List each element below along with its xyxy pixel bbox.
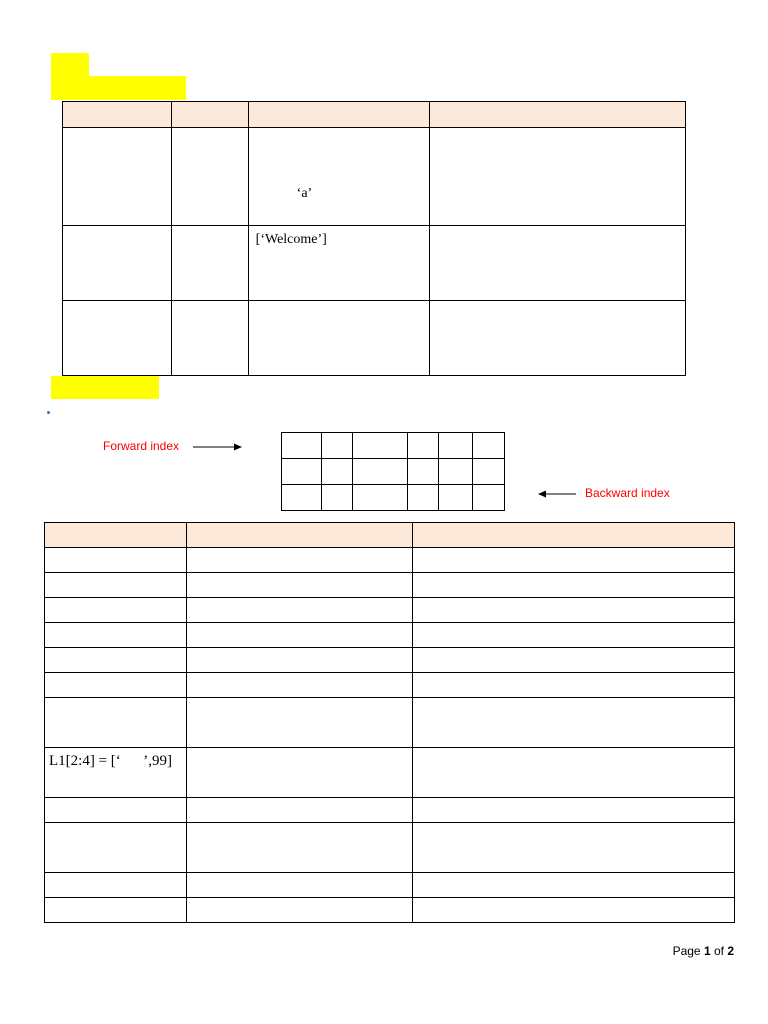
page-current: 1 <box>703 944 711 958</box>
table-2-row <box>45 623 735 648</box>
index-grid-row <box>282 433 505 459</box>
table-1-header-cell <box>430 102 686 128</box>
page-total: 2 <box>727 944 734 958</box>
table-2-row <box>45 798 735 823</box>
table-1-row <box>63 301 686 376</box>
table-2-header-row <box>45 523 735 548</box>
table-2 <box>44 522 735 923</box>
table-2-row <box>45 823 735 873</box>
table-2-row <box>45 648 735 673</box>
cell-a-text: ‘a’ <box>296 186 313 201</box>
index-grid-row <box>282 459 505 485</box>
page-number <box>673 944 734 958</box>
table-2-row <box>45 748 735 798</box>
table-1-row <box>63 128 686 226</box>
bullet-point <box>47 411 50 414</box>
table-2-row <box>45 898 735 923</box>
table-2-row <box>45 573 735 598</box>
index-grid <box>281 432 505 511</box>
table-1-header-cell <box>248 102 430 128</box>
highlight-heading-1b <box>51 76 186 100</box>
table-2-row <box>45 873 735 898</box>
table-2-slice-cell <box>45 748 187 798</box>
table-1-cell-welcome <box>248 226 430 301</box>
table-1-cell-a <box>248 128 430 226</box>
table-1-row <box>63 226 686 301</box>
table-1-header-row <box>63 102 686 128</box>
forward-index-label: Forward index <box>103 439 180 453</box>
table-2-row <box>45 598 735 623</box>
page-prefix: Page <box>672 944 704 958</box>
index-grid-row <box>282 485 505 511</box>
backward-index-label: Backward index <box>585 486 670 500</box>
table-1 <box>62 101 686 376</box>
arrow-right-icon <box>193 441 243 453</box>
table-2-row <box>45 548 735 573</box>
table-1-header-cell <box>63 102 172 128</box>
table-2-row <box>45 673 735 698</box>
arrow-left-icon <box>537 488 577 500</box>
table-1-header-cell <box>171 102 248 128</box>
page-middle: of <box>710 944 728 958</box>
slice-text: L1[2:4] = [‘ ’,99] <box>49 753 173 769</box>
highlight-heading-1a <box>51 53 89 77</box>
table-2-row <box>45 698 735 748</box>
cell-welcome-text: [‘Welcome’] <box>255 232 327 247</box>
highlight-heading-2 <box>51 376 159 399</box>
